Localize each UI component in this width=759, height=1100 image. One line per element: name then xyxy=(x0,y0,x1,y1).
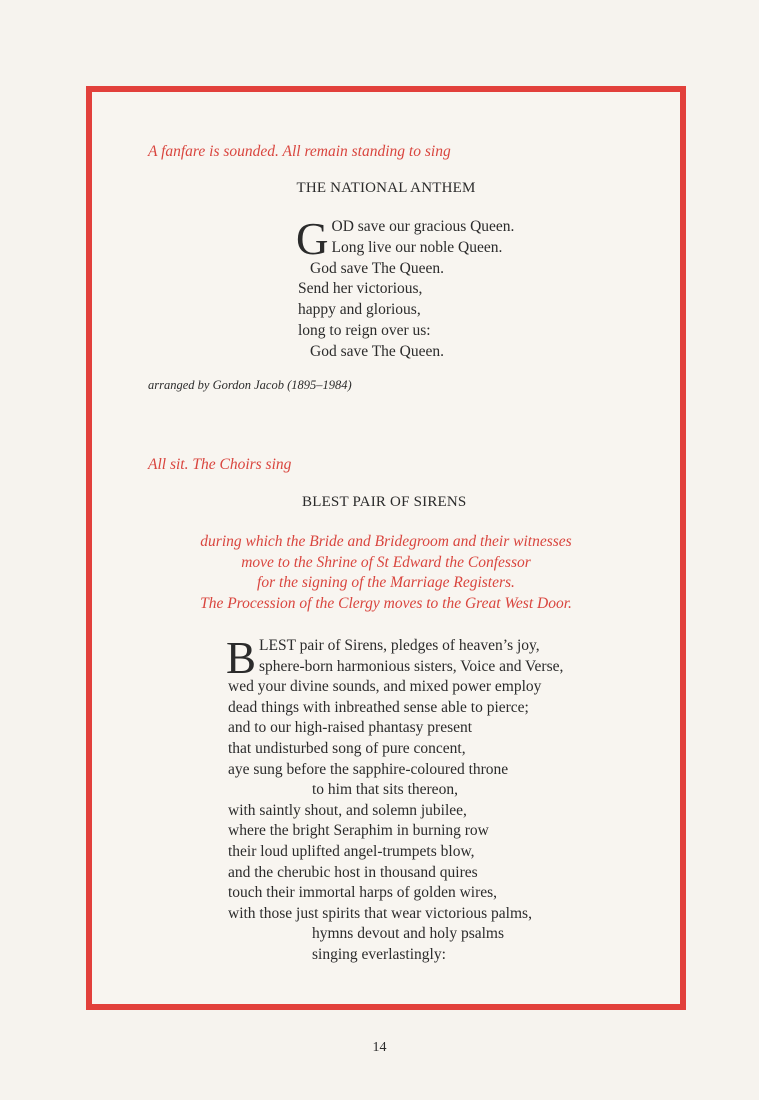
anthem-line: OD save our gracious Queen. xyxy=(331,218,515,235)
poem-line: touch their immortal harps of golden wires, xyxy=(228,884,498,902)
rubric-line: during which the Bride and Bridegroom and their witnesses xyxy=(200,533,572,550)
anthem-line: Send her victorious, xyxy=(298,280,423,298)
anthem-line: Long live our noble Queen. xyxy=(331,238,503,256)
poem-line: singing everlastingly: xyxy=(312,945,446,963)
poem-line: to him that sits thereon, xyxy=(312,781,458,799)
rubric-line: for the signing of the Marriage Registers. xyxy=(257,574,515,591)
poem-line: and the cherubic host in thousand quires xyxy=(228,863,478,881)
poem-line: wed your divine sounds, and mixed power employ xyxy=(228,678,542,696)
sirens-dropcap: B xyxy=(226,633,257,683)
anthem-line: God save The Queen. xyxy=(310,259,445,277)
anthem-line: happy and glorious, xyxy=(298,301,421,319)
poem-line: with those just spirits that wear victorious palms, xyxy=(228,904,532,922)
anthem-text xyxy=(296,214,515,363)
poem-line: with saintly shout, and solemn jubilee, xyxy=(228,801,467,819)
poem-line: aye sung before the sapphire-coloured throne xyxy=(228,760,509,778)
poem-line: that undisturbed song of pure concent, xyxy=(228,739,466,757)
anthem-dropcap: G xyxy=(296,214,329,264)
rubric-fanfare: A fanfare is sounded. All remain standing to sing xyxy=(148,143,451,160)
rubric-choirs: All sit. The Choirs sing xyxy=(148,456,292,473)
anthem-line: God save The Queen. xyxy=(310,342,445,360)
sirens-text xyxy=(226,633,564,966)
poem-line: their loud uplifted angel-trumpets blow, xyxy=(228,842,475,860)
rubric-line: The Procession of the Clergy moves to the Great West Door. xyxy=(200,594,572,612)
poem-line: dead things with inbreathed sense able to pierce; xyxy=(228,698,529,716)
page-number: 14 xyxy=(372,1040,387,1055)
anthem-title: THE NATIONAL ANTHEM xyxy=(296,180,476,196)
poem-line: LEST pair of Sirens, pledges of heaven’s joy, xyxy=(259,637,540,654)
poem-line: where the bright Seraphim in burning row xyxy=(228,822,489,840)
poem-line: and to our high-raised phantasy present xyxy=(228,719,473,737)
arranger-credit: arranged by Gordon Jacob (1895–1984) xyxy=(148,378,352,392)
page-border-frame xyxy=(86,86,686,1010)
sirens-title: BLEST PAIR OF SIRENS xyxy=(302,494,467,510)
poem-line: hymns devout and holy psalms xyxy=(312,925,505,943)
rubric-line: move to the Shrine of St Edward the Confessor xyxy=(241,553,531,571)
anthem-line: long to reign over us: xyxy=(298,321,431,339)
poem-line: sphere-born harmonious sisters, Voice and Verse, xyxy=(259,657,564,675)
procession-rubric xyxy=(92,532,680,614)
